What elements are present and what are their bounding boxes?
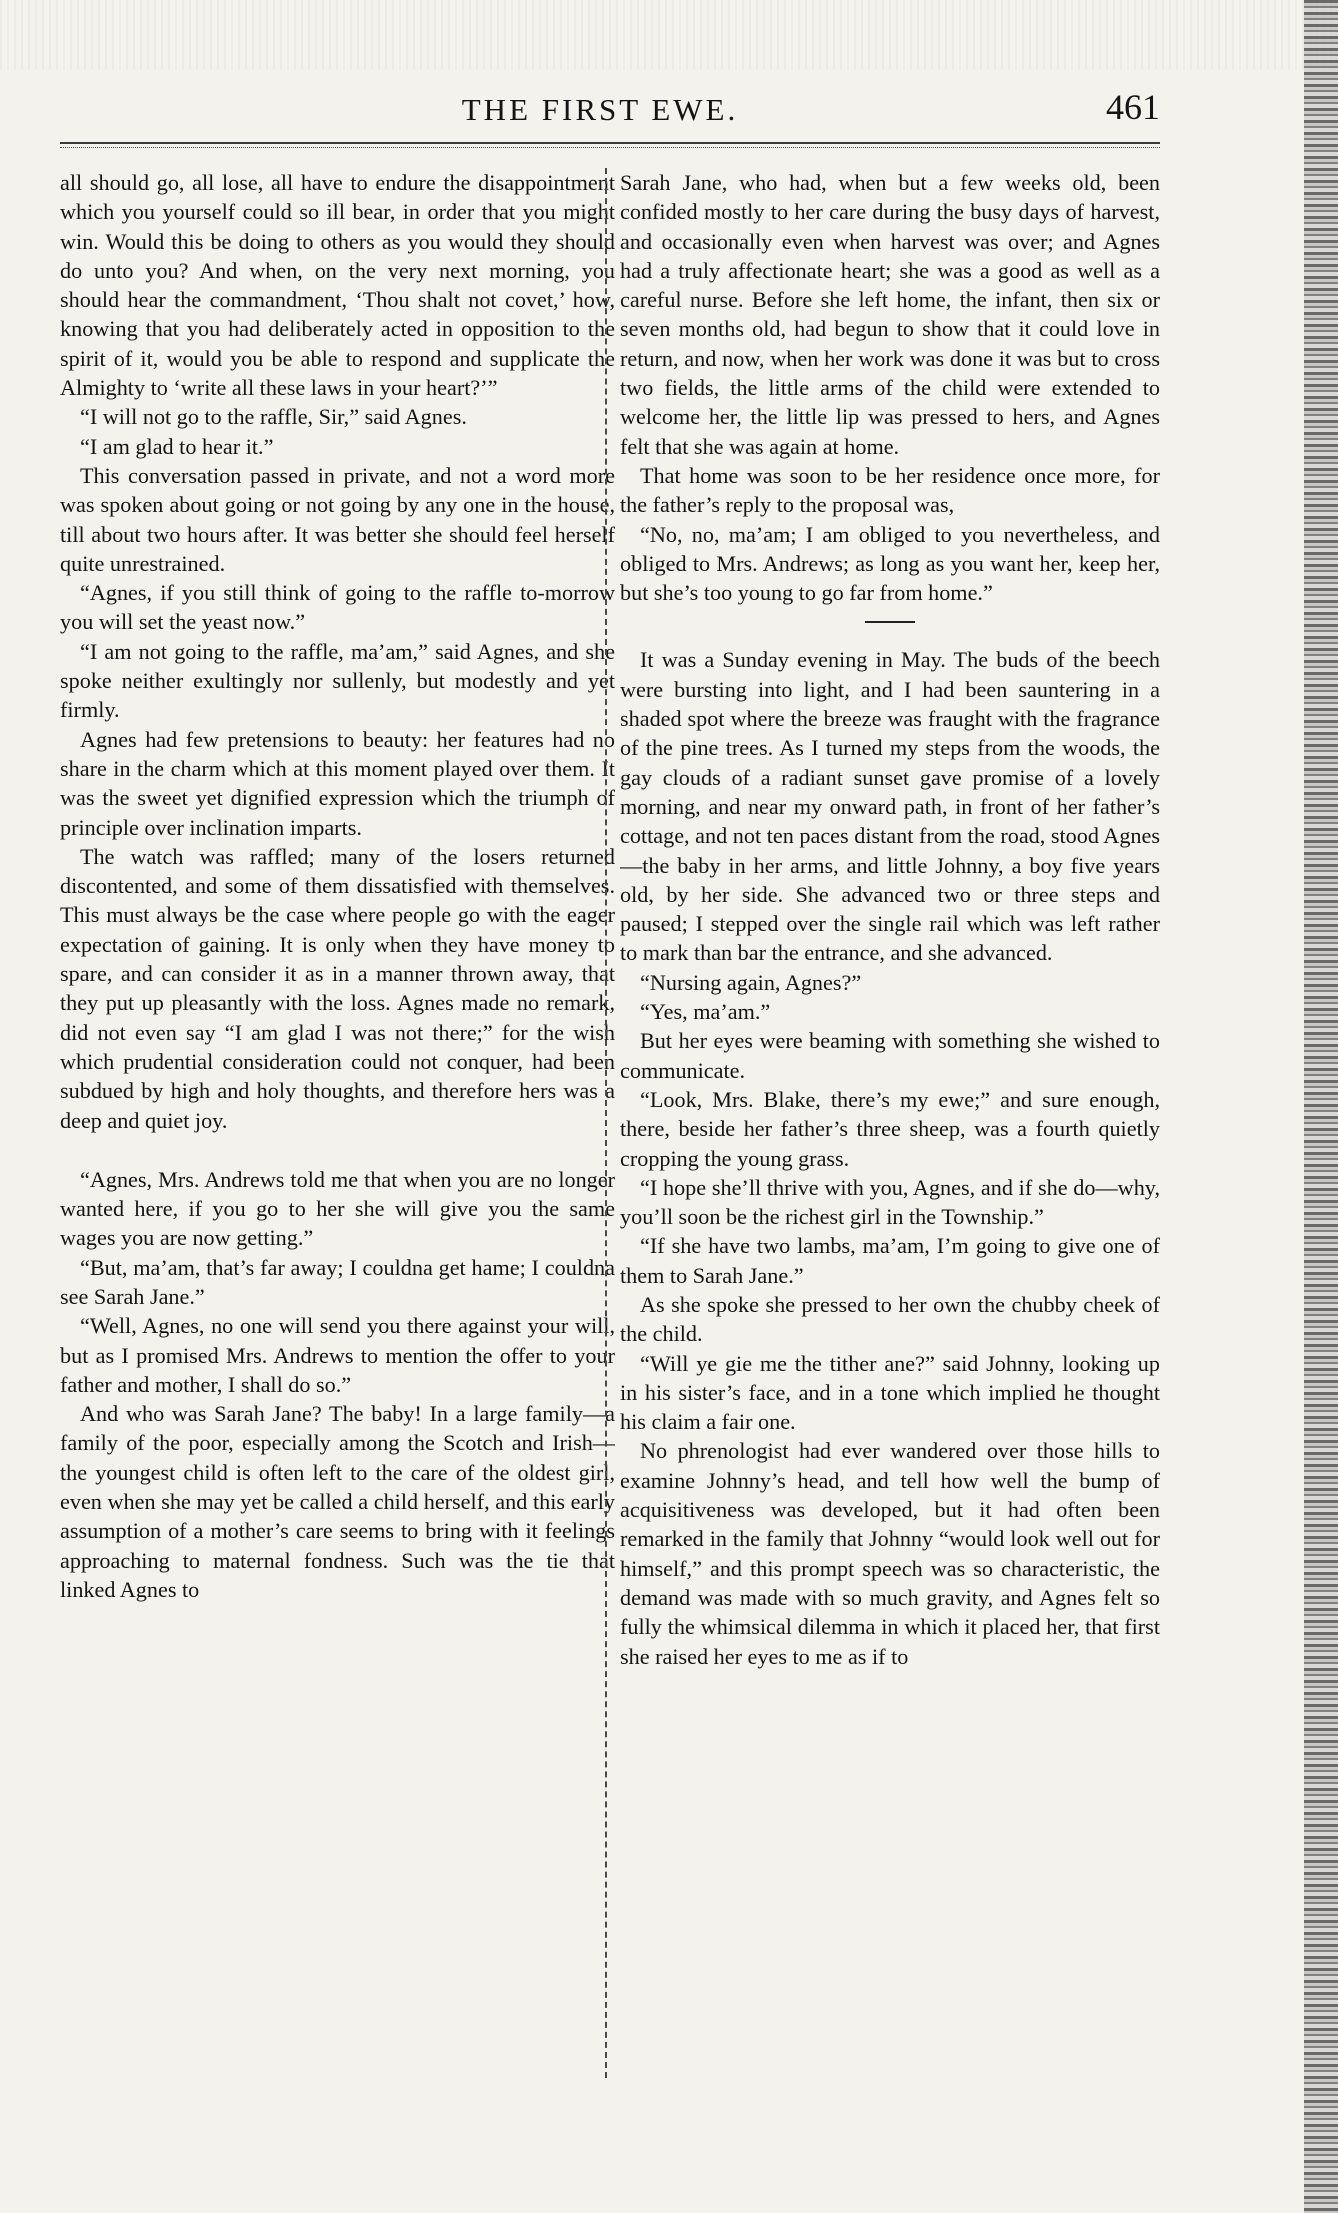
left-column xyxy=(60,168,615,2178)
paragraph: It was a Sunday evening in May. The buds of the beech were bursting into light, and I had been sauntering in a shaded spot where the breeze was fraught with the fragrance of the pine trees. As I turned my steps from the woods, the gay clouds of a radiant sunset gave promise of a lovely morning, and near my onward path, in front of her father’s cottage, and not ten paces distant from the road, stood Agnes—the baby in her arms, and little Johnny, a boy five years old, by her side. She advanced two or three steps and paused; I stepped over the single rail which was left rather to mark than bar the entrance, and she advanced. xyxy=(620,647,1160,966)
paragraph: “Nursing again, Agnes?” xyxy=(640,969,862,995)
paragraph: “Yes, ma’am.” xyxy=(640,999,771,1025)
paragraph: “If she have two lambs, ma’am, I’m going to give one of them to Sarah Jane.” xyxy=(620,1233,1160,1288)
paragraph: “I will not go to the raffle, Sir,” said Agnes. xyxy=(80,404,467,430)
paragraph: “Agnes, if you still think of going to the raffle to-morrow you will set the yeast now.” xyxy=(60,580,615,635)
running-head xyxy=(40,87,1160,136)
paragraph: “Agnes, Mrs. Andrews told me that when you are no longer wanted here, if you go to her she will give you the same wages you are now getting.” xyxy=(60,1166,615,1251)
right-column xyxy=(620,168,1160,2178)
paragraph: As she spoke she pressed to her own the chubby cheek of the child. xyxy=(620,1291,1160,1347)
paragraph: No phrenologist had ever wandered over those hills to examine Johnny’s head, and tell how well the bump of acquisitiveness was developed, but it had often been remarked in the family that Johnny “would look well out for himself,” and this prompt speech was so characteristic, the demand was made with so much gravity, and Agnes felt so fully the whimsical dilemma in which it placed her, that first she raised her eyes to me as if to xyxy=(620,1438,1160,1669)
column-divider xyxy=(605,168,607,2078)
paragraph: Sarah Jane, who had, when but a few weeks old, been confided mostly to her care during the busy days of harvest, and occasionally even when harvest was over; and Agnes had a truly affectionate heart; she was a good as well as a careful nurse. Before she left home, the infant, then six or seven months old, had begun to show that it could love in return, and now, when her work was done it was but to cross two fields, the little arms of the child were extended to welcome her, the little lip was pressed to hers, and Agnes felt that she was again at home. xyxy=(620,170,1160,459)
paragraph: all should go, all lose, all have to endure the disappointment which you yourself could so ill bear, in order that you might win. Would this be doing to others as you would they should do unto you? And when, on the very next morning, you should hear the commandment, ‘Thou shalt not covet,’ how, knowing that you had deliberately acted in opposition to the spirit of it, would you be able to respond and supplicate the Almighty to ‘write all these laws in your heart?’” xyxy=(60,170,615,401)
paragraph: But her eyes were beaming with something she wished to communicate. xyxy=(620,1028,1160,1083)
running-title: THE FIRST EWE. xyxy=(461,92,739,127)
paper-speckle xyxy=(0,0,1338,70)
section-break-rule xyxy=(865,621,915,623)
paragraph: “Look, Mrs. Blake, there’s my ewe;” and sure enough, there, beside her father’s three sheep, was a fourth quietly cropping the young grass. xyxy=(620,1086,1160,1171)
paragraph: “I am not going to the raffle, ma’am,” said Agnes, and she spoke neither exultingly nor sullenly, but modestly and yet firmly. xyxy=(60,638,615,723)
paragraph: “Well, Agnes, no one will send you there against your will, but as I promised Mrs. Andrews to mention the offer to your father and mother, I shall do so.” xyxy=(60,1313,615,1397)
paragraph: This conversation passed in private, and not a word more was spoken about going or not going by any one in the house, till about two hours after. It was better she should feel herself quite unrestrained. xyxy=(60,462,615,576)
page-number: 461 xyxy=(1106,87,1160,127)
paragraph: “I am glad to hear it.” xyxy=(80,433,274,459)
paragraph: “But, ma’am, that’s far away; I couldna get hame; I couldna see Sarah Jane.” xyxy=(60,1254,615,1309)
paragraph: “I hope she’ll thrive with you, Agnes, and if she do—why, you’ll soon be the richest girl in the Township.” xyxy=(620,1174,1160,1230)
paragraph: “Will ye gie me the tither ane?” said Johnny, looking up in his sister’s face, and in a tone which implied he thought his claim a fair one. xyxy=(620,1350,1160,1435)
paragraph: Agnes had few pretensions to beauty: her features had no share in the charm which at this moment played over them. It was the sweet yet dignified expression which the triumph of principle over inclination imparts. xyxy=(60,726,615,840)
paragraph: “No, no, ma’am; I am obliged to you nevertheless, and obliged to Mrs. Andrews; as long as you want her, keep her, but she’s too young to go far from home.” xyxy=(620,521,1160,606)
paragraph: That home was soon to be her residence once more, for the father’s reply to the proposal was, xyxy=(620,462,1160,518)
header-rule xyxy=(60,142,1160,144)
header-rule-dotted xyxy=(60,147,1160,148)
paragraph: And who was Sarah Jane? The baby! In a large family—a family of the poor, especially among the Scotch and Irish—the youngest child is often left to the care of the oldest girl, even when she may yet be called a child herself, and this early assumption of a mother’s care seems to bring with it feelings approaching to maternal fondness. Such was the tie that linked Agnes to xyxy=(60,1401,615,1602)
page-edge-shadow xyxy=(1304,0,1338,2213)
paragraph: The watch was raffled; many of the losers returned discontented, and some of them dissatisfied with themselves. This must always be the case where people go with the eager expectation of gaining. It is only when they have money to spare, and can consider it as in a manner thrown away, that they put up pleasantly with the loss. Agnes made no remark, did not even say “I am glad I was not there;” for the wish which prudential consideration could not conquer, had been subdued by high and holy thoughts, and therefore hers was a deep and quiet joy. xyxy=(60,843,615,1133)
